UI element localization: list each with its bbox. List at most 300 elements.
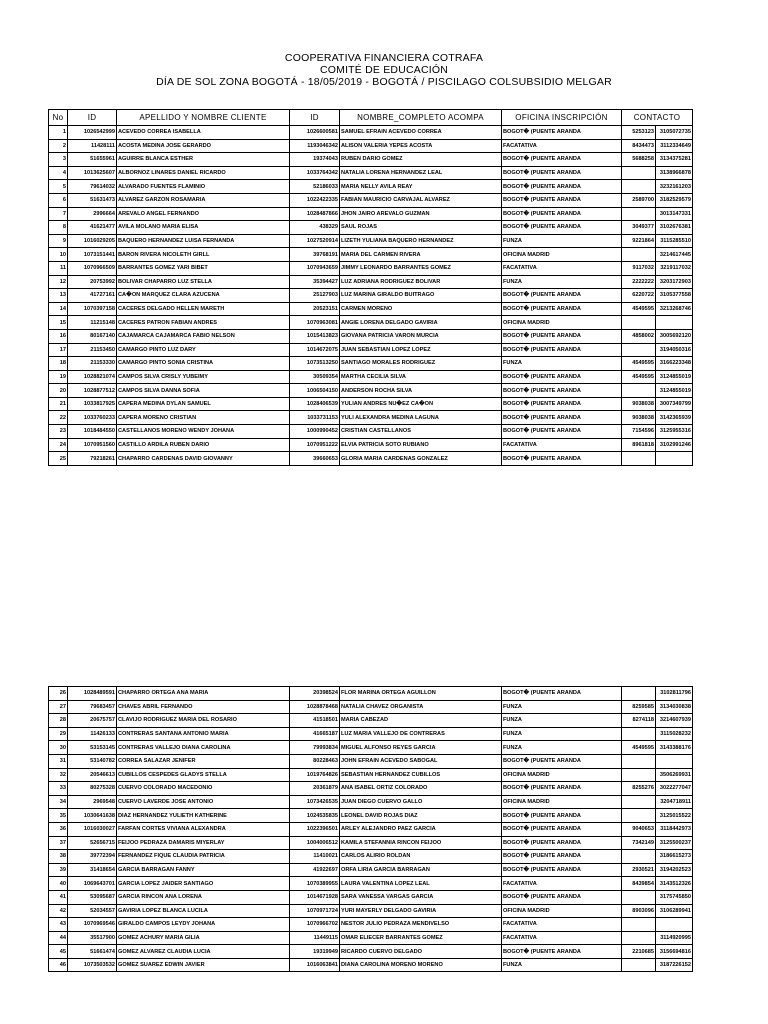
cell-id: 39772394 <box>68 850 117 864</box>
cell-client-name: ALVAREZ GARZON ROSAMARIA <box>117 193 290 207</box>
cell-companion-id: 1015413823 <box>290 329 340 343</box>
cell-phone: 9040653 <box>622 822 656 836</box>
cell-office: FUNZA <box>502 727 622 741</box>
cell-mobile <box>656 316 693 330</box>
cell-id: 53140782 <box>68 754 117 768</box>
cell-companion-id: 1022422335 <box>290 193 340 207</box>
cell-mobile: 3219117032 <box>656 261 693 275</box>
cell-client-name: GARCIA BARRAGAN FANNY <box>117 863 290 877</box>
cell-mobile: 3007349799 <box>656 397 693 411</box>
cell-mobile: 3102991246 <box>656 438 693 452</box>
cell-phone: 4549595 <box>622 741 656 755</box>
cell-office: FUNZA <box>502 275 622 289</box>
cell-companion-id: 1028878468 <box>290 700 340 714</box>
cell-id: 41621477 <box>68 221 117 235</box>
cell-phone: 6220722 <box>622 289 656 303</box>
cell-no: 16 <box>49 329 68 343</box>
cell-mobile: 3213268746 <box>656 302 693 316</box>
table-header-row <box>49 110 693 126</box>
cell-office: BOGOT� (PUENTE ARANDA <box>502 945 622 959</box>
table-row <box>49 904 693 918</box>
cell-companion-name: CARMEN MORENO <box>340 302 502 316</box>
table-row <box>49 877 693 891</box>
cell-no: 28 <box>49 714 68 728</box>
header-line-1: COOPERATIVA FINANCIERA COTRAFA <box>284 52 484 64</box>
table-row <box>49 126 693 140</box>
table-row <box>49 397 693 411</box>
cell-phone: 2222222 <box>622 275 656 289</box>
cell-id: 11215148 <box>68 316 117 330</box>
cell-no: 2 <box>49 139 68 153</box>
cell-no: 36 <box>49 822 68 836</box>
cell-phone <box>622 180 656 194</box>
cell-phone: 8903096 <box>622 904 656 918</box>
cell-id: 1070969546 <box>68 918 117 932</box>
cell-mobile: 3106289941 <box>656 904 693 918</box>
cell-companion-id: 20398524 <box>290 687 340 701</box>
cell-office: BOGOT� (PUENTE ARANDA <box>502 425 622 439</box>
cell-companion-name: ELVIA PATRICIA SOTO RUBIANO <box>340 438 502 452</box>
cell-phone: 2210685 <box>622 945 656 959</box>
table-row <box>49 727 693 741</box>
cell-id: 1028489591 <box>68 687 117 701</box>
table-row <box>49 221 693 235</box>
cell-phone <box>622 850 656 864</box>
cell-phone: 5253123 <box>622 126 656 140</box>
cell-companion-name: RICARDO CUERVO DELGADO <box>340 945 502 959</box>
cell-companion-id: 20361879 <box>290 782 340 796</box>
cell-phone: 9038038 <box>622 397 656 411</box>
cell-id: 11428111 <box>68 139 117 153</box>
cell-office: FUNZA <box>502 714 622 728</box>
cell-office: BOGOT� (PUENTE ARANDA <box>502 289 622 303</box>
cell-client-name: CAMARGO PINTO LUZ DARY <box>117 343 290 357</box>
cell-companion-id: 1070951222 <box>290 438 340 452</box>
cell-id: 31418654 <box>68 863 117 877</box>
cell-office: FACATATIVA <box>502 931 622 945</box>
cell-no: 43 <box>49 918 68 932</box>
cell-client-name: CLAVIJO RODRIGUEZ MARIA DEL ROSARIO <box>117 714 290 728</box>
cell-phone: 4858002 <box>622 329 656 343</box>
cell-no: 9 <box>49 234 68 248</box>
cell-mobile <box>656 918 693 932</box>
cell-mobile: 3118442973 <box>656 822 693 836</box>
cell-no: 13 <box>49 289 68 303</box>
header-line-2: COMITÉ DE EDUCACIÓN <box>319 64 449 76</box>
cell-office: FUNZA <box>502 357 622 371</box>
cell-mobile <box>656 754 693 768</box>
cell-office: BOGOT� (PUENTE ARANDA <box>502 126 622 140</box>
cell-companion-name: JUAN SEBASTIAN LOPEZ LOPEZ <box>340 343 502 357</box>
col-no: No <box>49 110 68 126</box>
cell-id: 1018484550 <box>68 425 117 439</box>
cell-companion-id: 438329 <box>290 221 340 235</box>
cell-companion-id: 1014671928 <box>290 890 340 904</box>
cell-companion-id: 1028406539 <box>290 397 340 411</box>
cell-mobile: 3112334649 <box>656 139 693 153</box>
cell-companion-id: 1033731153 <box>290 411 340 425</box>
cell-phone <box>622 207 656 221</box>
col-contact: CONTACTO <box>622 110 693 126</box>
cell-office: BOGOT� (PUENTE ARANDA <box>502 180 622 194</box>
table-row <box>49 357 693 371</box>
cell-companion-id: 39660653 <box>290 452 340 466</box>
table-row <box>49 945 693 959</box>
cell-client-name: CAMARGO PINTO SONIA CRISTINA <box>117 357 290 371</box>
cell-no: 44 <box>49 931 68 945</box>
cell-mobile: 3124855019 <box>656 384 693 398</box>
table-2-body <box>49 687 693 972</box>
cell-phone: 8439854 <box>622 877 656 891</box>
cell-companion-id: 1006504150 <box>290 384 340 398</box>
cell-client-name: CAPERA MEDINA DYLAN SAMUEL <box>117 397 290 411</box>
cell-companion-id: 52186033 <box>290 180 340 194</box>
cell-office: OFICINA MADRID <box>502 904 622 918</box>
cell-client-name: CAJAMARCA CAJAMARCA FABIO NELSON <box>117 329 290 343</box>
cell-companion-id: 1070966702 <box>290 918 340 932</box>
cell-id: 41727161 <box>68 289 117 303</box>
cell-phone: 2589700 <box>622 193 656 207</box>
cell-phone <box>622 248 656 262</box>
cell-phone: 8255276 <box>622 782 656 796</box>
table-row <box>49 153 693 167</box>
table-row <box>49 918 693 932</box>
cell-phone: 2930521 <box>622 863 656 877</box>
cell-companion-name: CARLOS ALIRIO ROLDAN <box>340 850 502 864</box>
cell-office: BOGOT� (PUENTE ARANDA <box>502 822 622 836</box>
cell-office: BOGOT� (PUENTE ARANDA <box>502 782 622 796</box>
cell-phone <box>622 166 656 180</box>
cell-companion-id: 41665187 <box>290 727 340 741</box>
cell-companion-id: 20523151 <box>290 302 340 316</box>
cell-no: 5 <box>49 180 68 194</box>
cell-client-name: AGUIRRE BLANCA ESTHER <box>117 153 290 167</box>
cell-companion-name: MARTHA CECILIA SILVA <box>340 370 502 384</box>
cell-id: 1013625607 <box>68 166 117 180</box>
cell-companion-id: 1022396501 <box>290 822 340 836</box>
cell-id: 51655961 <box>68 153 117 167</box>
cell-mobile: 3175745850 <box>656 890 693 904</box>
table-row <box>49 302 693 316</box>
cell-companion-id: 30509354 <box>290 370 340 384</box>
cell-no: 39 <box>49 863 68 877</box>
cell-id: 51661474 <box>68 945 117 959</box>
cell-office: BOGOT� (PUENTE ARANDA <box>502 850 622 864</box>
cell-companion-id: 1073426535 <box>290 795 340 809</box>
table-row <box>49 193 693 207</box>
cell-office: BOGOT� (PUENTE ARANDA <box>502 329 622 343</box>
cell-mobile: 3102811796 <box>656 687 693 701</box>
cell-companion-name: ANDERSON ROCHA SILVA <box>340 384 502 398</box>
cell-phone: 3049377 <box>622 221 656 235</box>
cell-id: 1033760233 <box>68 411 117 425</box>
cell-client-name: CHAPARRO CARDENAS DAVID GIOVANNY <box>117 452 290 466</box>
cell-companion-name: GLORIA MARIA CARDENAS GONZALEZ <box>340 452 502 466</box>
cell-id: 80275328 <box>68 782 117 796</box>
cell-mobile: 3125015522 <box>656 809 693 823</box>
cell-client-name: DIAZ HERNANDEZ YULIETH KATHERINE <box>117 809 290 823</box>
table-row <box>49 411 693 425</box>
cell-mobile: 3114920995 <box>656 931 693 945</box>
cell-client-name: CUERVO LAVERDE JOSE ANTONIO <box>117 795 290 809</box>
cell-client-name: ACOSTA MEDINA JOSE GERARDO <box>117 139 290 153</box>
cell-id: 79683457 <box>68 700 117 714</box>
table-row <box>49 700 693 714</box>
table-row <box>49 207 693 221</box>
cell-mobile: 3125955316 <box>656 425 693 439</box>
cell-office: FUNZA <box>502 234 622 248</box>
cell-client-name: AVILA MOLANO MARIA ELISA <box>117 221 290 235</box>
table-row <box>49 863 693 877</box>
table-row <box>49 139 693 153</box>
cell-mobile: 3204718911 <box>656 795 693 809</box>
cell-client-name: CHAVES ABRIL FERNANDO <box>117 700 290 714</box>
cell-client-name: GIRALDO CAMPOS LEYDY JOHANA <box>117 918 290 932</box>
cell-companion-name: ALISON VALERIA YEPES ACOSTA <box>340 139 502 153</box>
cell-id: 35517900 <box>68 931 117 945</box>
cell-phone: 4549595 <box>622 357 656 371</box>
cell-id: 1070951560 <box>68 438 117 452</box>
cell-client-name: FEIJOO PEDRAZA DAMARIS MIYERLAY <box>117 836 290 850</box>
cell-no: 7 <box>49 207 68 221</box>
cell-companion-name: SAUL ROJAS <box>340 221 502 235</box>
cell-mobile: 3134030838 <box>656 700 693 714</box>
cell-no: 34 <box>49 795 68 809</box>
cell-client-name: GOMEZ ACHURY MARIA GILIA <box>117 931 290 945</box>
cell-companion-name: GIOVANA PATRICIA VARON MURCIA <box>340 329 502 343</box>
cell-mobile: 3232161203 <box>656 180 693 194</box>
cell-id: 53153145 <box>68 741 117 755</box>
cell-client-name: CONTRERAS SANTANA ANTONIO MARIA <box>117 727 290 741</box>
cell-mobile: 3186615273 <box>656 850 693 864</box>
cell-phone <box>622 890 656 904</box>
cell-no: 46 <box>49 958 68 972</box>
cell-phone <box>622 809 656 823</box>
cell-office: BOGOT� (PUENTE ARANDA <box>502 221 622 235</box>
cell-no: 23 <box>49 425 68 439</box>
cell-client-name: CASTELLANOS MORENO WENDY JOHANA <box>117 425 290 439</box>
cell-id: 1016030027 <box>68 822 117 836</box>
table-1-body <box>49 126 693 466</box>
cell-phone: 7342149 <box>622 836 656 850</box>
cell-phone <box>622 958 656 972</box>
cell-no: 14 <box>49 302 68 316</box>
cell-office: BOGOT� (PUENTE ARANDA <box>502 890 622 904</box>
cell-phone: 8434473 <box>622 139 656 153</box>
cell-office: BOGOT� (PUENTE ARANDA <box>502 754 622 768</box>
cell-mobile: 3203172903 <box>656 275 693 289</box>
cell-id: 52034557 <box>68 904 117 918</box>
cell-no: 22 <box>49 411 68 425</box>
cell-companion-id: 1070971724 <box>290 904 340 918</box>
cell-companion-name: NATALIA CHAVEZ ORGANISTA <box>340 700 502 714</box>
cell-office: BOGOT� (PUENTE ARANDA <box>502 153 622 167</box>
cell-id: 52656715 <box>68 836 117 850</box>
cell-companion-id: 1070963081 <box>290 316 340 330</box>
table-row <box>49 822 693 836</box>
cell-client-name: GOMEZ SUAREZ EDWIN JAVIER <box>117 958 290 972</box>
cell-id: 80167140 <box>68 329 117 343</box>
table-row <box>49 180 693 194</box>
cell-id: 1073503532 <box>68 958 117 972</box>
cell-companion-name: ARLEY ALEJANDRO PAEZ GARCIA <box>340 822 502 836</box>
cell-companion-name: LUZ MARINA GIRALDO BUITRAGO <box>340 289 502 303</box>
cell-no: 1 <box>49 126 68 140</box>
cell-client-name: CUERVO COLORADO MACEDONIO <box>117 782 290 796</box>
cell-phone <box>622 316 656 330</box>
cell-mobile: 3506269931 <box>656 768 693 782</box>
cell-phone: 9221864 <box>622 234 656 248</box>
cell-id: 79218261 <box>68 452 117 466</box>
table-row <box>49 931 693 945</box>
header-line-3: DÍA DE SOL ZONA BOGOTÁ - 18/05/2019 - BOGOTÁ / PISCILAGO COLSUBSIDIO MELGAR <box>156 76 612 88</box>
cell-mobile: 3187226152 <box>656 958 693 972</box>
cell-no: 29 <box>49 727 68 741</box>
cell-client-name: FARFAN CORTES VIVIANA ALEXANDRA <box>117 822 290 836</box>
cell-no: 35 <box>49 809 68 823</box>
cell-companion-id: 79993834 <box>290 741 340 755</box>
cell-mobile: 3005692120 <box>656 329 693 343</box>
cell-companion-name: SEBASTIAN HERNANDEZ CUBILLOS <box>340 768 502 782</box>
cell-phone: 8961818 <box>622 438 656 452</box>
cell-companion-id: 1070943659 <box>290 261 340 275</box>
table-row <box>49 958 693 972</box>
cell-id: 1030641638 <box>68 809 117 823</box>
cell-mobile: 3115285510 <box>656 234 693 248</box>
cell-office: BOGOT� (PUENTE ARANDA <box>502 836 622 850</box>
cell-companion-name: LAURA VALENTINA LOPEZ LEAL <box>340 877 502 891</box>
col-office: OFICINA INSCRIPCIÓN <box>502 110 622 126</box>
cell-mobile: 3143388176 <box>656 741 693 755</box>
cell-no: 3 <box>49 153 68 167</box>
cell-office: BOGOT� (PUENTE ARANDA <box>502 370 622 384</box>
cell-companion-name: JHON JAIRO AREVALO GUZMAN <box>340 207 502 221</box>
cell-no: 12 <box>49 275 68 289</box>
cell-companion-name: NESTOR JULIO PEDRAZA MENDIVELSO <box>340 918 502 932</box>
table-row <box>49 782 693 796</box>
cell-companion-id: 1016063841 <box>290 958 340 972</box>
cell-companion-id: 11449115 <box>290 931 340 945</box>
cell-companion-id: 11410021 <box>290 850 340 864</box>
cell-companion-id: 1193046342 <box>290 139 340 153</box>
cell-mobile: 3182529579 <box>656 193 693 207</box>
col-client-name: APELLIDO Y NOMBRE CLIENTE <box>117 110 290 126</box>
cell-companion-name: KAMILA STEFANNIA RINCON FEIJOO <box>340 836 502 850</box>
cell-no: 38 <box>49 850 68 864</box>
cell-phone: 9117032 <box>622 261 656 275</box>
col-companion-name: NOMBRE_COMPLETO ACOMPA <box>340 110 502 126</box>
cell-companion-id: 39768191 <box>290 248 340 262</box>
cell-companion-name: MIGUEL ALFONSO REYES GARCIA <box>340 741 502 755</box>
cell-phone: 9038038 <box>622 411 656 425</box>
cell-companion-name: YULI ALEXANDRA MEDINA LAGUNA <box>340 411 502 425</box>
cell-no: 40 <box>49 877 68 891</box>
cell-id: 1070397158 <box>68 302 117 316</box>
cell-no: 45 <box>49 945 68 959</box>
cell-office: FUNZA <box>502 958 622 972</box>
table-row <box>49 275 693 289</box>
cell-office: BOGOT� (PUENTE ARANDA <box>502 384 622 398</box>
cell-companion-name: JOHN EFRAIN ACEVEDO SABOGAL <box>340 754 502 768</box>
cell-no: 41 <box>49 890 68 904</box>
cell-mobile: 3194050316 <box>656 343 693 357</box>
cell-office: BOGOT� (PUENTE ARANDA <box>502 397 622 411</box>
cell-id: 1073151441 <box>68 248 117 262</box>
cell-companion-name: YULIAN ANDRES NU�EZ CA�ON <box>340 397 502 411</box>
table-row <box>49 768 693 782</box>
table-row <box>49 248 693 262</box>
cell-office: BOGOT� (PUENTE ARANDA <box>502 207 622 221</box>
cell-client-name: GARCIA RINCON ANA LORENA <box>117 890 290 904</box>
cell-office: BOGOT� (PUENTE ARANDA <box>502 809 622 823</box>
cell-mobile: 3143512326 <box>656 877 693 891</box>
cell-client-name: GAVIRIA LOPEZ BLANCA LUCILA <box>117 904 290 918</box>
cell-client-name: GOMEZ ALVAREZ CLAUDIA LUCIA <box>117 945 290 959</box>
cell-companion-id: 1070389955 <box>290 877 340 891</box>
cell-office: BOGOT� (PUENTE ARANDA <box>502 687 622 701</box>
cell-office: FACATATIVA <box>502 438 622 452</box>
cell-companion-name: YURI MAYERLY DELGADO GAVIRIA <box>340 904 502 918</box>
cell-client-name: CACERES DELGADO HELLEN MARETH <box>117 302 290 316</box>
cell-client-name: GARCIA LOPEZ JAIDER SANTIAGO <box>117 877 290 891</box>
cell-companion-name: FLOR MARINA ORTEGA AGUILLON <box>340 687 502 701</box>
cell-office: FUNZA <box>502 700 622 714</box>
cell-no: 21 <box>49 397 68 411</box>
cell-mobile: 3194202523 <box>656 863 693 877</box>
cell-client-name: CONTRERAS VALLEJO DIANA CAROLINA <box>117 741 290 755</box>
cell-phone: 4549595 <box>622 370 656 384</box>
cell-client-name: ALBORNOZ LINARES DANIEL RICARDO <box>117 166 290 180</box>
cell-client-name: AREVALO ANGEL FERNANDO <box>117 207 290 221</box>
table-row <box>49 795 693 809</box>
cell-phone: 8259585 <box>622 700 656 714</box>
cell-client-name: CUBILLOS CESPEDES GLADYS STELLA <box>117 768 290 782</box>
cell-client-name: CAPERA MORENO CRISTIAN <box>117 411 290 425</box>
cell-office: FACATATIVA <box>502 918 622 932</box>
cell-no: 19 <box>49 370 68 384</box>
cell-client-name: BARRANTES GOMEZ YARI BIBET <box>117 261 290 275</box>
cell-companion-id: 41518501 <box>290 714 340 728</box>
cell-mobile: 3105377558 <box>656 289 693 303</box>
cell-phone <box>622 687 656 701</box>
table-row <box>49 166 693 180</box>
cell-phone <box>622 452 656 466</box>
cell-client-name: BAQUERO HERNANDEZ LUISA FERNANDA <box>117 234 290 248</box>
cell-mobile: 3124855019 <box>656 370 693 384</box>
cell-mobile: 3156694816 <box>656 945 693 959</box>
table-row <box>49 370 693 384</box>
cell-mobile: 3115028232 <box>656 727 693 741</box>
cell-companion-name: ANA ISABEL ORTIZ COLORADO <box>340 782 502 796</box>
cell-no: 15 <box>49 316 68 330</box>
cell-phone <box>622 343 656 357</box>
cell-companion-id: 1027520914 <box>290 234 340 248</box>
cell-id: 1028877512 <box>68 384 117 398</box>
cell-client-name: ALVARADO FUENTES FLAMINIO <box>117 180 290 194</box>
cell-companion-id: 1033764342 <box>290 166 340 180</box>
cell-office: BOGOT� (PUENTE ARANDA <box>502 411 622 425</box>
cell-no: 6 <box>49 193 68 207</box>
cell-companion-id: 1073513250 <box>290 357 340 371</box>
cell-companion-name: SARA VANESSA VARGAS GARCIA <box>340 890 502 904</box>
cell-companion-name: NATALIA LORENA HERNANDEZ LEAL <box>340 166 502 180</box>
cell-office: OFICINA MADRID <box>502 768 622 782</box>
cell-companion-id: 19374043 <box>290 153 340 167</box>
cell-companion-id: 1024535835 <box>290 809 340 823</box>
cell-client-name: CHAPARRO ORTEGA ANA MARIA <box>117 687 290 701</box>
cell-office: FUNZA <box>502 741 622 755</box>
table-row <box>49 754 693 768</box>
